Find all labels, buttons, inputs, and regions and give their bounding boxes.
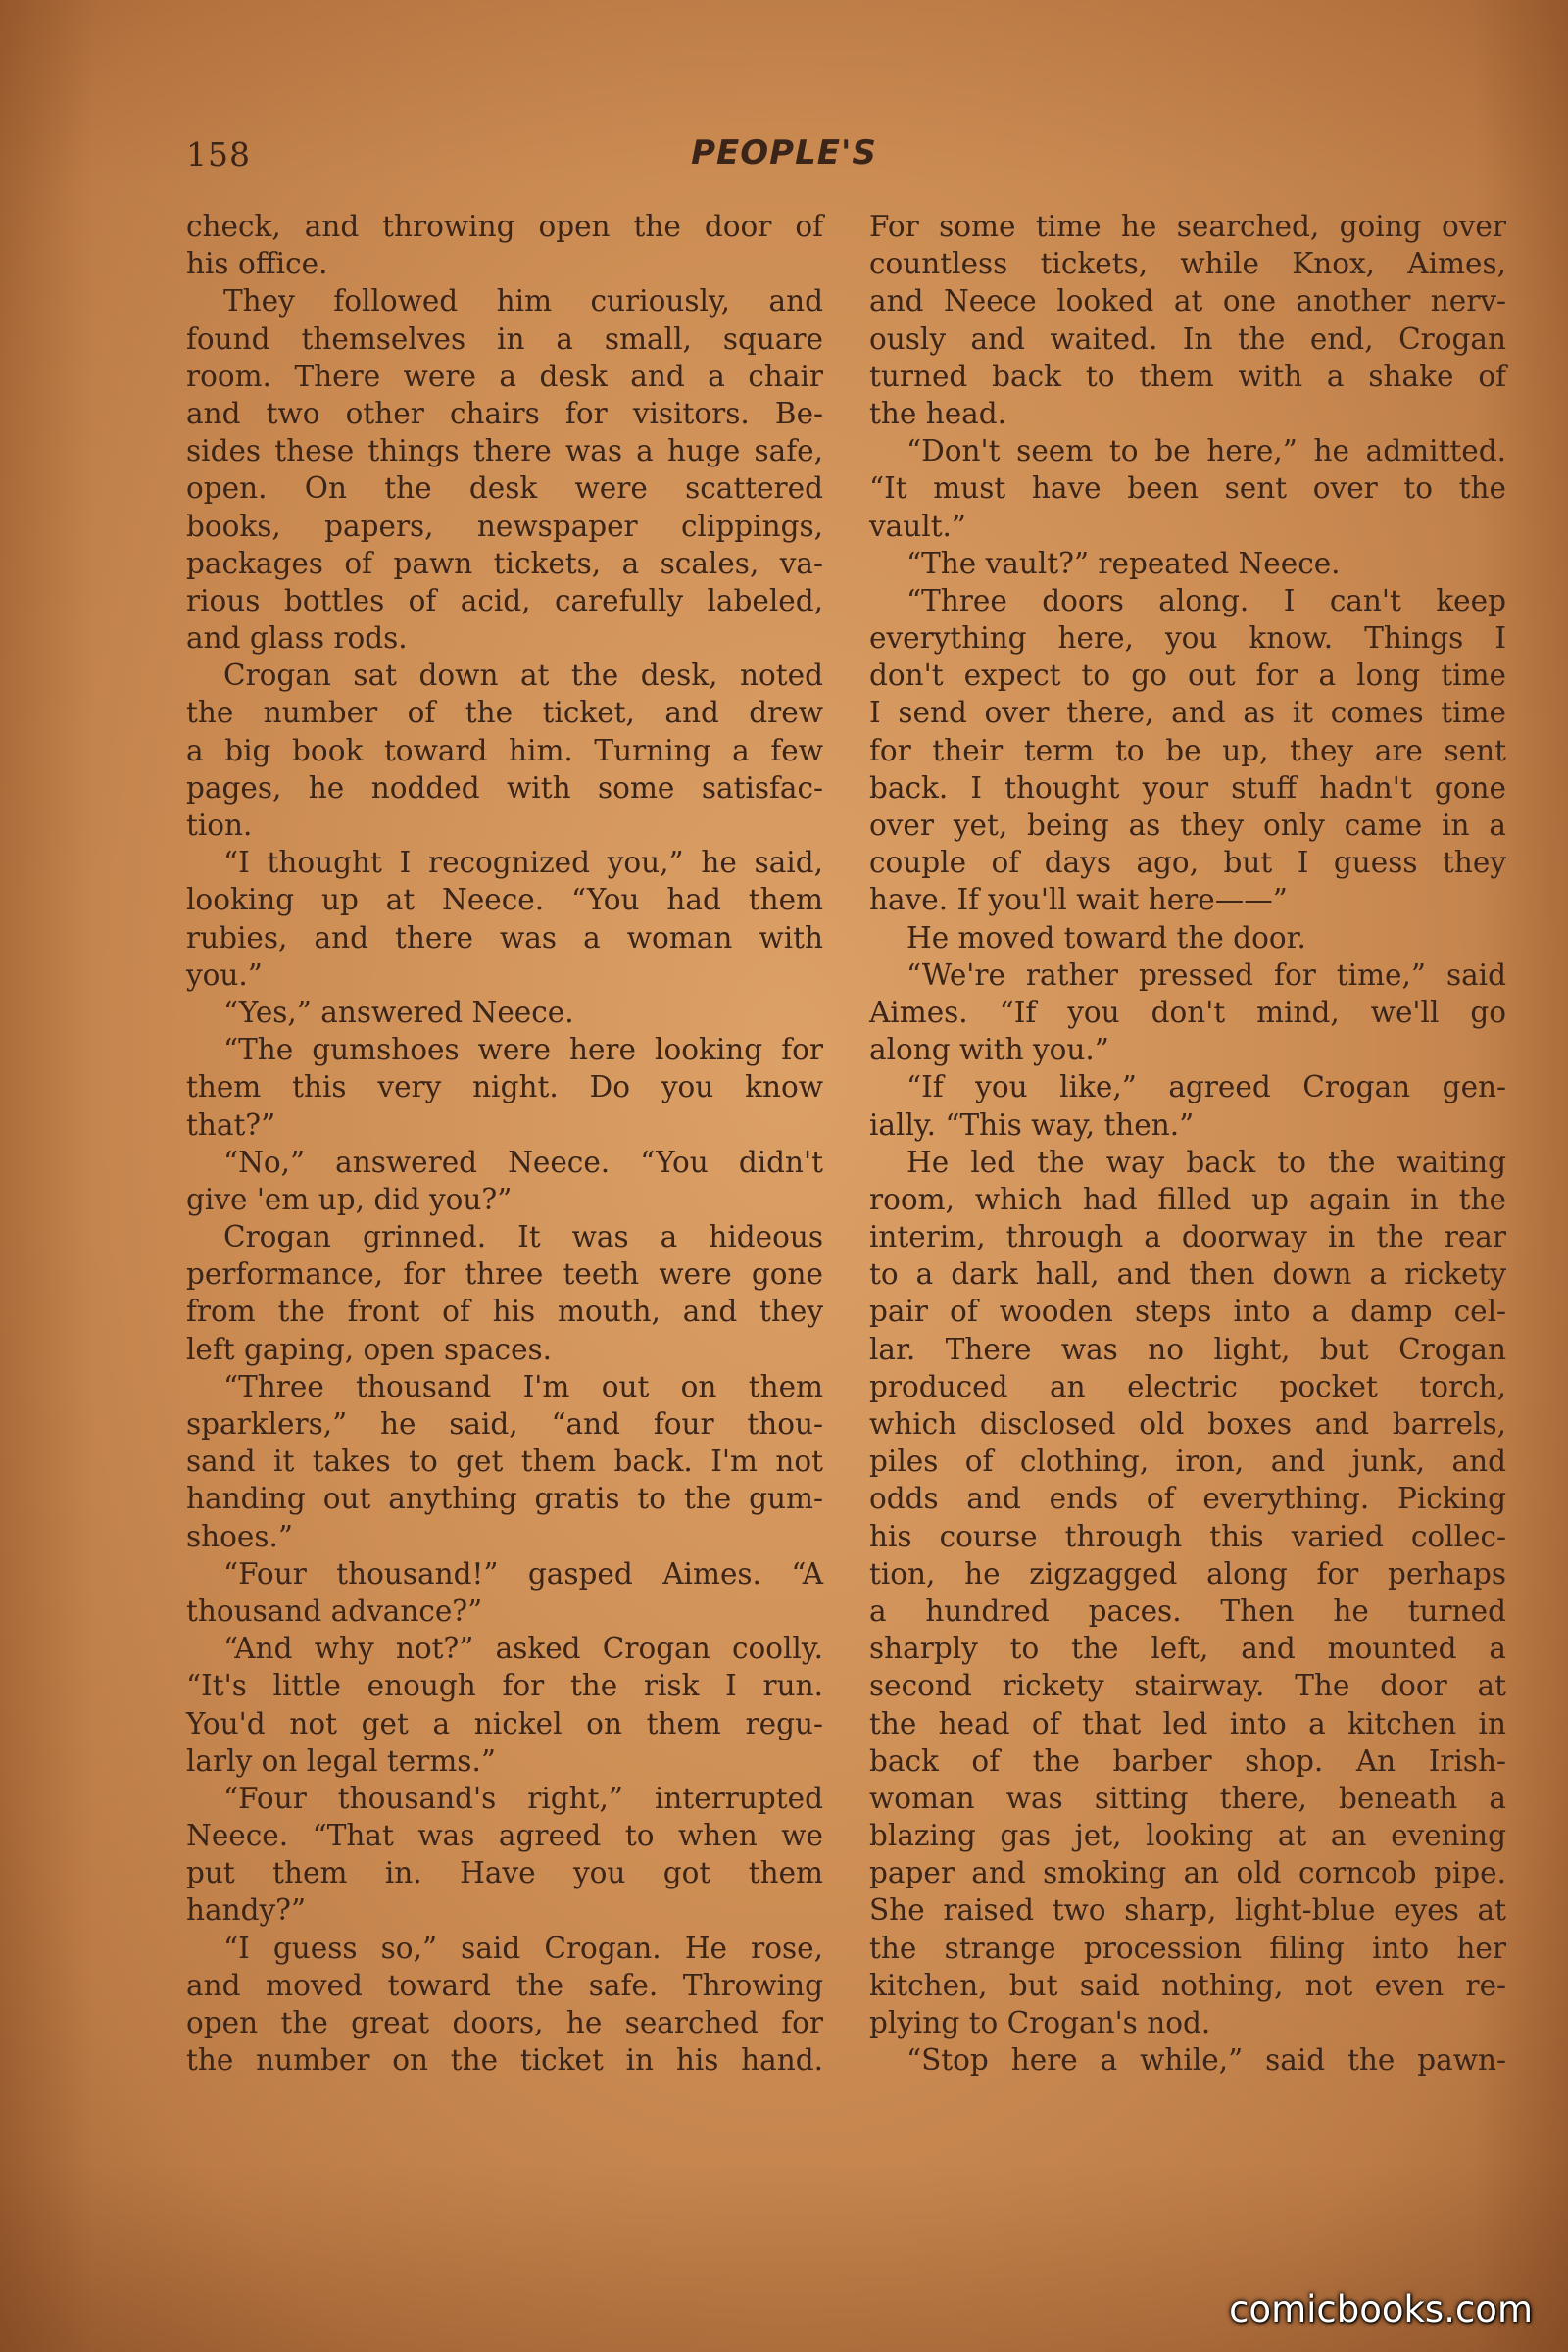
text-line: vault.” — [869, 509, 967, 543]
text-line: shoes.” — [186, 1519, 293, 1553]
text-line: the head of that led into a kitchen in — [869, 1706, 1506, 1740]
text-line: that?” — [186, 1107, 276, 1142]
text-line: “It must have been sent over to the — [869, 471, 1506, 506]
text-line: Crogan sat down at the desk, noted — [223, 659, 823, 693]
text-line: his course through this varied collec- — [869, 1519, 1506, 1553]
text-line: back. I thought your stuff hadn't gone — [869, 770, 1506, 805]
text-line: odds and ends of everything. Picking — [869, 1482, 1506, 1516]
text-line: “Yes,” answered Neece. — [223, 995, 574, 1029]
text-line: Crogan grinned. It was a hideous — [223, 1220, 823, 1254]
text-line: “Don't seem to be here,” he admitted. — [906, 434, 1506, 468]
text-line: “No,” answered Neece. “You didn't — [223, 1145, 823, 1179]
text-line: his office. — [186, 247, 328, 281]
text-line: “We're rather pressed for time,” said — [906, 957, 1506, 992]
text-line: “Stop here a while,” said the pawn- — [906, 2043, 1506, 2078]
text-line: sparklers,” he said, “and four thou- — [186, 1407, 823, 1441]
text-line: open. On the desk were scattered — [186, 471, 823, 506]
text-line: For some time he searched, going over — [869, 210, 1506, 243]
text-line: Neece. “That was agreed to when we — [186, 1819, 823, 1853]
running-title: PEOPLE'S — [691, 133, 877, 172]
text-line: back of the barber shop. An Irish- — [869, 1743, 1506, 1778]
text-line: rious bottles of acid, carefully labeled, — [186, 583, 823, 617]
text-line: “The gumshoes were here looking for — [223, 1033, 823, 1067]
text-line: the head. — [869, 396, 1006, 430]
page-number: 158 — [186, 135, 251, 173]
text-line: everything here, you know. Things I — [869, 621, 1506, 656]
text-line: handy?” — [186, 1893, 307, 1928]
text-line: sharply to the left, and mounted a — [869, 1632, 1506, 1666]
text-line: “Four thousand!” gasped Aimes. “A — [223, 1556, 823, 1591]
text-line: larly on legal terms.” — [186, 1743, 496, 1778]
text-line: from the front of his mouth, and they — [186, 1295, 823, 1329]
text-line: ially. “This way, then.” — [869, 1107, 1195, 1142]
text-line: Aimes. “If you don't mind, we'll go — [869, 995, 1506, 1029]
text-line: handing out anything gratis to the gum- — [186, 1482, 823, 1516]
text-line: couple of days ago, but I guess they — [869, 846, 1506, 880]
left-text-column — [186, 208, 823, 2079]
text-line: turned back to them with a shake of — [869, 359, 1506, 393]
text-line: piles of clothing, iron, and junk, and — [869, 1445, 1506, 1479]
text-line: He moved toward the door. — [906, 920, 1306, 955]
text-line: “I guess so,” said Crogan. He rose, — [223, 1931, 823, 1965]
text-line: pair of wooden steps into a damp cel- — [869, 1295, 1506, 1329]
text-line: blazing gas jet, looking at an evening — [869, 1819, 1506, 1853]
text-line: room, which had filled up again in the — [869, 1182, 1506, 1216]
text-line: lar. There was no light, but Crogan — [869, 1332, 1506, 1366]
text-line: books, papers, newspaper clippings, — [186, 509, 823, 543]
text-line: over yet, being as they only came in a — [869, 808, 1506, 842]
text-line: “The vault?” repeated Neece. — [906, 546, 1341, 580]
text-line: They followed him curiously, and — [223, 284, 823, 318]
watermark: comicbooks.com — [1229, 2288, 1533, 2330]
text-line: rubies, and there was a woman with — [186, 920, 823, 955]
text-line: open the great doors, he searched for — [186, 2006, 823, 2039]
text-line: interim, through a doorway in the rear — [869, 1220, 1506, 1254]
text-line: looking up at Neece. “You had them — [186, 883, 823, 917]
text-line: and moved toward the safe. Throwing — [186, 1968, 823, 2002]
text-line: and two other chairs for visitors. Be- — [186, 396, 823, 430]
text-line: paper and smoking an old corncob pipe. — [869, 1856, 1506, 1890]
text-line: left gaping, open spaces. — [186, 1332, 553, 1366]
text-line: ously and waited. In the end, Crogan — [869, 321, 1506, 356]
text-line: sides these things there was a huge safe, — [186, 434, 823, 468]
text-line: plying to Crogan's nod. — [869, 2006, 1211, 2039]
text-line: which disclosed old boxes and barrels, — [869, 1407, 1506, 1441]
text-line: thousand advance?” — [186, 1593, 483, 1628]
text-line: “And why not?” asked Crogan coolly. — [223, 1632, 823, 1666]
text-line: “Three doors along. I can't keep — [906, 583, 1506, 617]
text-line: second rickety stairway. The door at — [869, 1669, 1506, 1703]
text-line: tion, he zigzagged along for perhaps — [869, 1556, 1506, 1591]
text-line: the strange procession filing into her — [869, 1931, 1506, 1965]
text-line: you.” — [186, 957, 263, 992]
text-line: the number on the ticket in his hand. — [186, 2043, 823, 2078]
text-line: “If you like,” agreed Crogan gen- — [906, 1070, 1506, 1104]
text-line: “Four thousand's right,” interrupted — [223, 1781, 823, 1815]
text-line: the number of the ticket, and drew — [186, 696, 823, 730]
text-line: countless tickets, while Knox, Aimes, — [869, 247, 1506, 281]
text-line: pages, he nodded with some satisfac- — [186, 770, 823, 805]
text-line: don't expect to go out for a long time — [869, 659, 1506, 693]
text-line: along with you.” — [869, 1033, 1109, 1067]
text-line: a big book toward him. Turning a few — [186, 733, 823, 767]
text-line: performance, for three teeth were gone — [186, 1257, 823, 1292]
text-line: them this very night. Do you know — [186, 1070, 823, 1104]
text-line: He led the way back to the waiting — [906, 1145, 1506, 1179]
text-line: put them in. Have you got them — [186, 1856, 823, 1890]
text-line: have. If you'll wait here——” — [869, 883, 1288, 917]
text-line: “It's little enough for the risk I run. — [186, 1669, 823, 1703]
text-line: for their term to be up, they are sent — [869, 733, 1506, 767]
text-line: and glass rods. — [186, 621, 408, 656]
right-text-column — [869, 208, 1506, 2079]
text-line: found themselves in a small, square — [186, 321, 823, 356]
text-line: give 'em up, did you?” — [186, 1182, 513, 1216]
text-line: You'd not get a nickel on them regu- — [186, 1706, 823, 1740]
text-line: “Three thousand I'm out on them — [223, 1369, 823, 1403]
text-line: sand it takes to get them back. I'm not — [186, 1445, 823, 1479]
text-line: check, and throwing open the door of — [186, 210, 823, 243]
text-line: She raised two sharp, light-blue eyes at — [869, 1893, 1506, 1928]
text-line: tion. — [186, 808, 253, 842]
text-line: woman was sitting there, beneath a — [869, 1781, 1506, 1815]
text-line: produced an electric pocket torch, — [869, 1369, 1506, 1403]
text-line: kitchen, but said nothing, not even re- — [869, 1968, 1506, 2002]
text-line: packages of pawn tickets, a scales, va- — [186, 546, 823, 580]
text-line: to a dark hall, and then down a rickety — [869, 1257, 1506, 1292]
text-line: a hundred paces. Then he turned — [869, 1593, 1506, 1628]
text-line: room. There were a desk and a chair — [186, 359, 823, 393]
text-line: and Neece looked at one another nerv- — [869, 284, 1506, 318]
text-line: I send over there, and as it comes time — [869, 696, 1506, 730]
text-line: “I thought I recognized you,” he said, — [223, 846, 823, 880]
